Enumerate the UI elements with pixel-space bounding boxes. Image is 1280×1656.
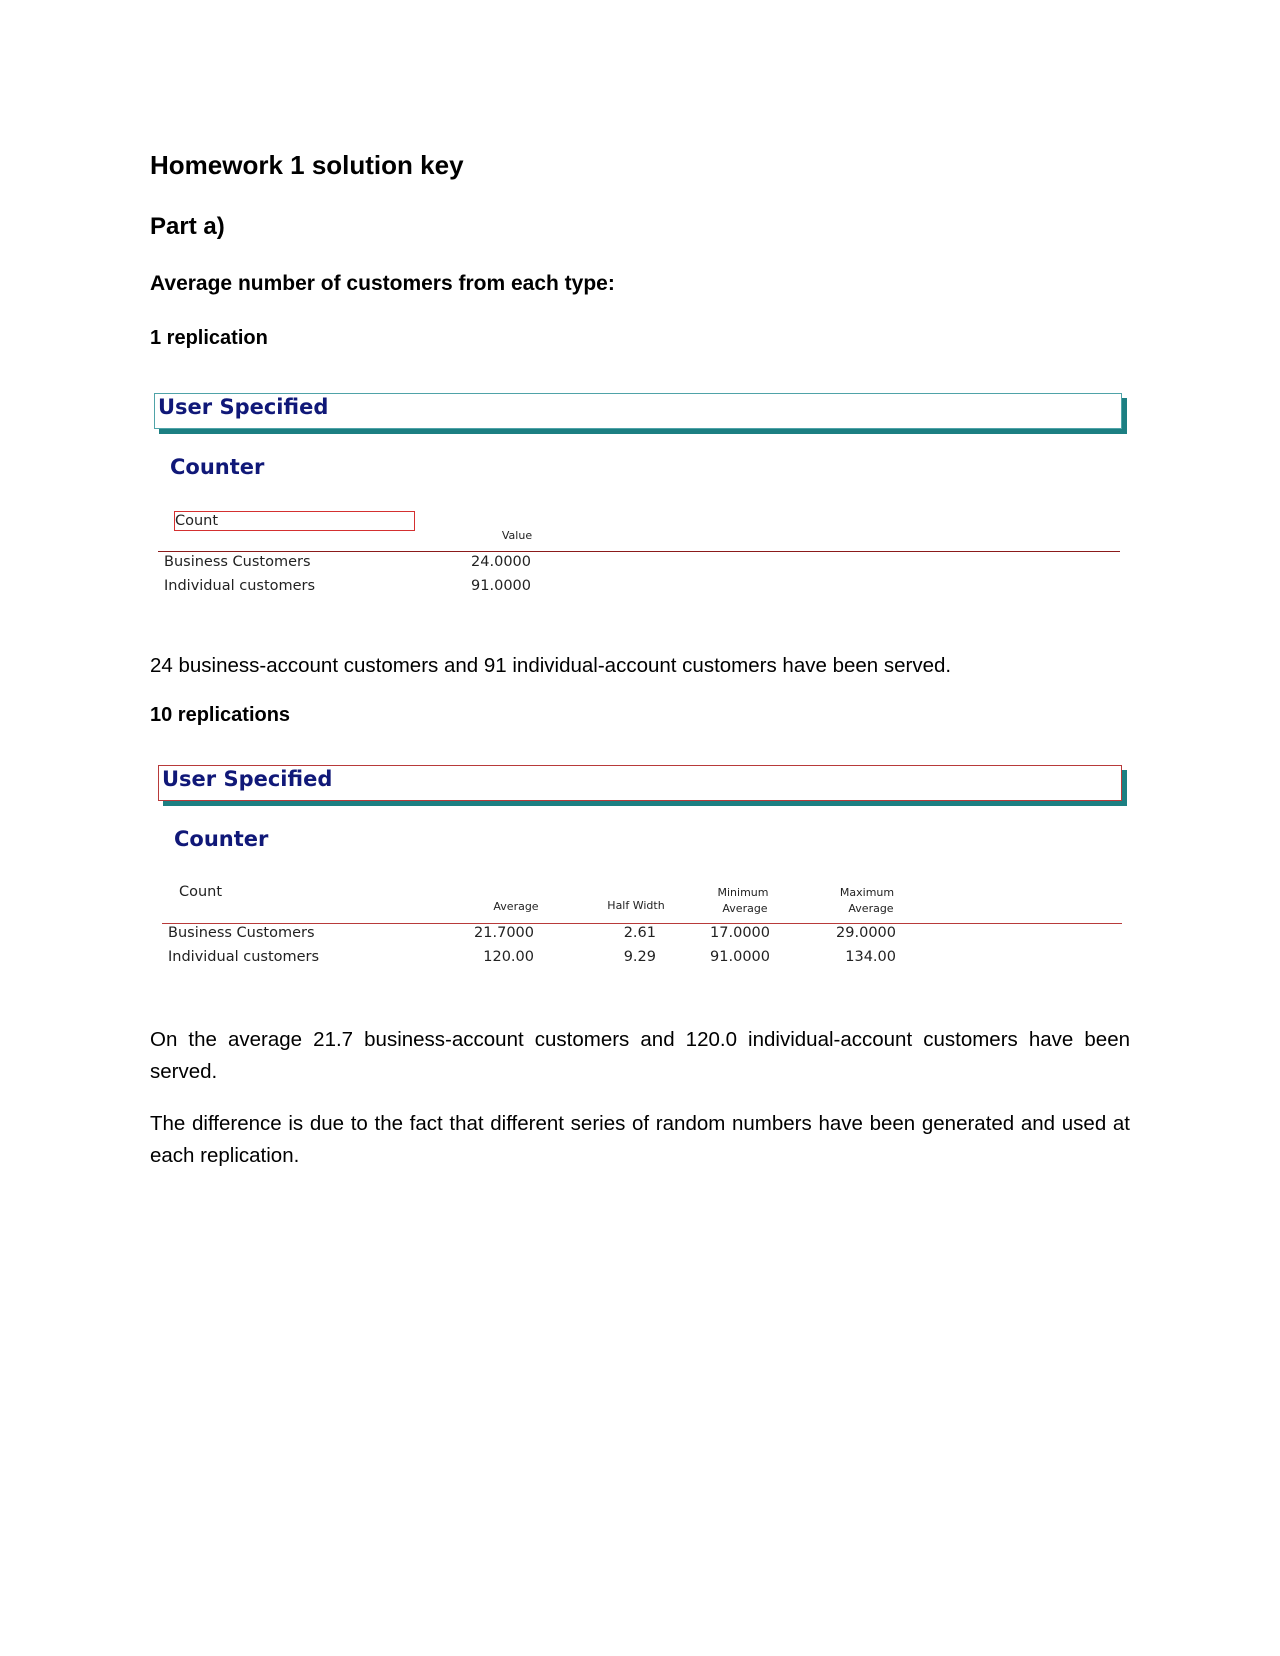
rep1-banner <box>154 393 1122 429</box>
rep10-col-min-line2: Average <box>722 902 768 915</box>
rep1-counter-title: Counter <box>170 455 265 479</box>
row-maximum: 29.0000 <box>836 925 896 941</box>
rep10-count-label: Count <box>179 884 223 900</box>
row-value: 24.0000 <box>471 554 531 570</box>
row-average: 120.00 <box>483 949 534 965</box>
row-average: 21.7000 <box>474 925 534 941</box>
rep1-heading: 1 replication <box>150 327 268 349</box>
row-minimum: 17.0000 <box>710 925 770 941</box>
rep1-col-value: Value <box>501 529 533 542</box>
row-label: Individual customers <box>168 949 320 965</box>
rep10-summary: On the average 21.7 business-account customers and 120.0 individual-account customers have been served. <box>150 1028 1130 1083</box>
row-minimum: 91.0000 <box>710 949 770 965</box>
document-title: Homework 1 solution key <box>150 150 464 180</box>
rep1-count-label: Count <box>175 513 219 529</box>
rep10-col-average: Average <box>493 900 539 913</box>
rep10-col-max-line2: Average <box>848 902 894 915</box>
rep1-banner-title: User Specified <box>158 395 329 419</box>
row-label: Business Customers <box>168 925 315 941</box>
row-label: Individual customers <box>164 578 316 594</box>
rep10-col-half-width: Half Width <box>607 899 665 912</box>
row-value: 91.0000 <box>471 578 531 594</box>
rep1-summary: 24 business-account customers and 91 individual-account customers have been served. <box>150 654 952 677</box>
rep10-banner <box>158 765 1122 801</box>
row-half-width: 2.61 <box>623 925 656 941</box>
rep10-banner-title: User Specified <box>162 767 333 791</box>
row-label: Business Customers <box>164 554 311 570</box>
row-half-width: 9.29 <box>623 949 656 965</box>
rep10-counter-title: Counter <box>174 827 269 851</box>
rep10-header-rule <box>162 923 1122 924</box>
rep1-header-rule <box>158 551 1120 552</box>
part-heading: Part a) <box>150 213 225 240</box>
rep10-heading: 10 replications <box>150 704 291 726</box>
section-heading: Average number of customers from each type: <box>150 272 615 295</box>
rep10-explanation: The difference is due to the fact that different series of random numbers have been generated and used at each replication. <box>150 1112 1130 1167</box>
rep10-col-min-line1: Minimum <box>717 886 769 899</box>
rep10-col-max-line1: Maximum <box>839 886 895 899</box>
row-maximum: 134.00 <box>845 949 896 965</box>
